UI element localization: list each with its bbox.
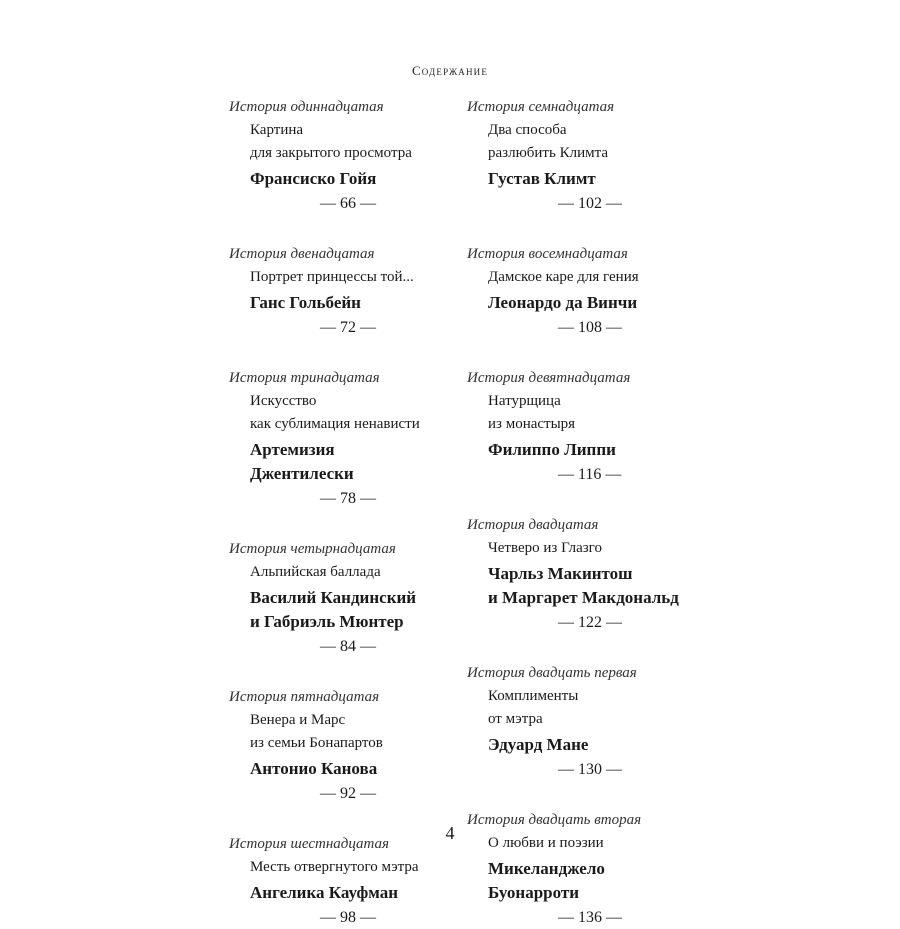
story-label: История двадцатая (467, 517, 599, 533)
page-ref: — 66 — (320, 195, 376, 212)
subtitle-line: Натурщица (488, 393, 561, 409)
author-name: Василий Кандинский (250, 588, 417, 607)
page-ref: — 78 — (320, 490, 376, 507)
author-name: Джентилески (250, 464, 354, 483)
page-ref: — 92 — (320, 785, 376, 802)
subtitle-line: Четверо из Глазго (488, 540, 602, 556)
story-label: История восемнадцатая (467, 246, 628, 262)
story-label: История одиннадцатая (229, 99, 384, 115)
subtitle-line: разлюбить Климта (488, 145, 608, 161)
page-ref: — 136 — (558, 909, 622, 926)
story-label: История четырнадцатая (229, 541, 396, 557)
toc-title: Содержание (411, 63, 489, 78)
subtitle-line: для закрытого просмотра (250, 145, 412, 161)
subtitle-line: Портрет принцессы той... (250, 269, 414, 285)
story-label: История шестнадцатая (229, 836, 390, 852)
toc-entry[interactable] (229, 243, 459, 339)
author-name: и Габриэль Мюнтер (250, 612, 404, 631)
toc-entry[interactable] (229, 538, 459, 658)
subtitle-line: Дамское каре для гения (488, 269, 639, 285)
subtitle-line: от мэтра (488, 711, 543, 727)
toc-column-right (467, 96, 697, 926)
story-label: История двенадцатая (229, 246, 375, 262)
page-ref: — 98 — (320, 909, 376, 926)
toc-entry[interactable] (229, 833, 459, 929)
story-label: История двадцать вторая (467, 812, 642, 828)
page-ref: — 84 — (320, 638, 376, 655)
subtitle-line: Картина (250, 122, 304, 138)
page-ref: — 130 — (558, 761, 622, 778)
page-ref: — 116 — (558, 466, 622, 483)
toc-column-left (229, 96, 459, 926)
subtitle-line: Венера и Марс (250, 712, 346, 728)
toc-entry[interactable] (467, 243, 697, 339)
author-name: и Маргарет Макдональд (488, 588, 679, 607)
story-label: История девятнадцатая (467, 370, 631, 386)
author-name: Эдуард Мане (488, 735, 589, 754)
page-ref: — 108 — (558, 319, 622, 336)
toc-entry[interactable] (229, 686, 459, 805)
author-name: Франсиско Гойя (250, 169, 377, 188)
page-number: 4 (445, 823, 455, 843)
subtitle-line: Альпийская баллада (250, 564, 381, 580)
story-label: История пятнадцатая (229, 689, 380, 705)
page-ref: — 122 — (558, 614, 622, 631)
subtitle-line: Комплименты (488, 688, 579, 704)
story-label: История семнадцатая (467, 99, 615, 115)
subtitle-line: Два способа (488, 122, 567, 138)
author-name: Ганс Гольбейн (250, 293, 361, 312)
subtitle-line: Месть отвергнутого мэтра (250, 859, 419, 875)
author-name: Филиппо Липпи (488, 440, 616, 459)
subtitle-line: О любви и поэзии (488, 835, 604, 851)
page-ref: — 72 — (320, 319, 376, 336)
author-name: Густав Климт (488, 169, 596, 188)
toc-entry[interactable] (229, 367, 459, 510)
toc-entry[interactable] (229, 96, 459, 215)
author-name: Чарльз Макинтош (488, 564, 633, 583)
page-ref: — 102 — (558, 195, 622, 212)
author-name: Буонарроти (488, 883, 580, 902)
story-label: История двадцать первая (467, 665, 637, 681)
toc-entry[interactable] (467, 662, 697, 781)
toc-entry[interactable] (467, 96, 697, 215)
story-label: История тринадцатая (229, 370, 380, 386)
author-name: Леонардо да Винчи (488, 293, 638, 312)
subtitle-line: Искусство (250, 393, 317, 409)
toc-entry[interactable] (467, 514, 697, 634)
author-name: Антонио Канова (250, 759, 378, 778)
subtitle-line: из монастыря (488, 416, 576, 432)
author-name: Артемизия (250, 440, 335, 459)
author-name: Ангелика Кауфман (250, 883, 399, 902)
toc-entry[interactable] (467, 367, 697, 486)
author-name: Микеланджело (488, 859, 605, 878)
subtitle-line: как сублимация ненависти (250, 416, 420, 432)
subtitle-line: из семьи Бонапартов (250, 735, 383, 751)
